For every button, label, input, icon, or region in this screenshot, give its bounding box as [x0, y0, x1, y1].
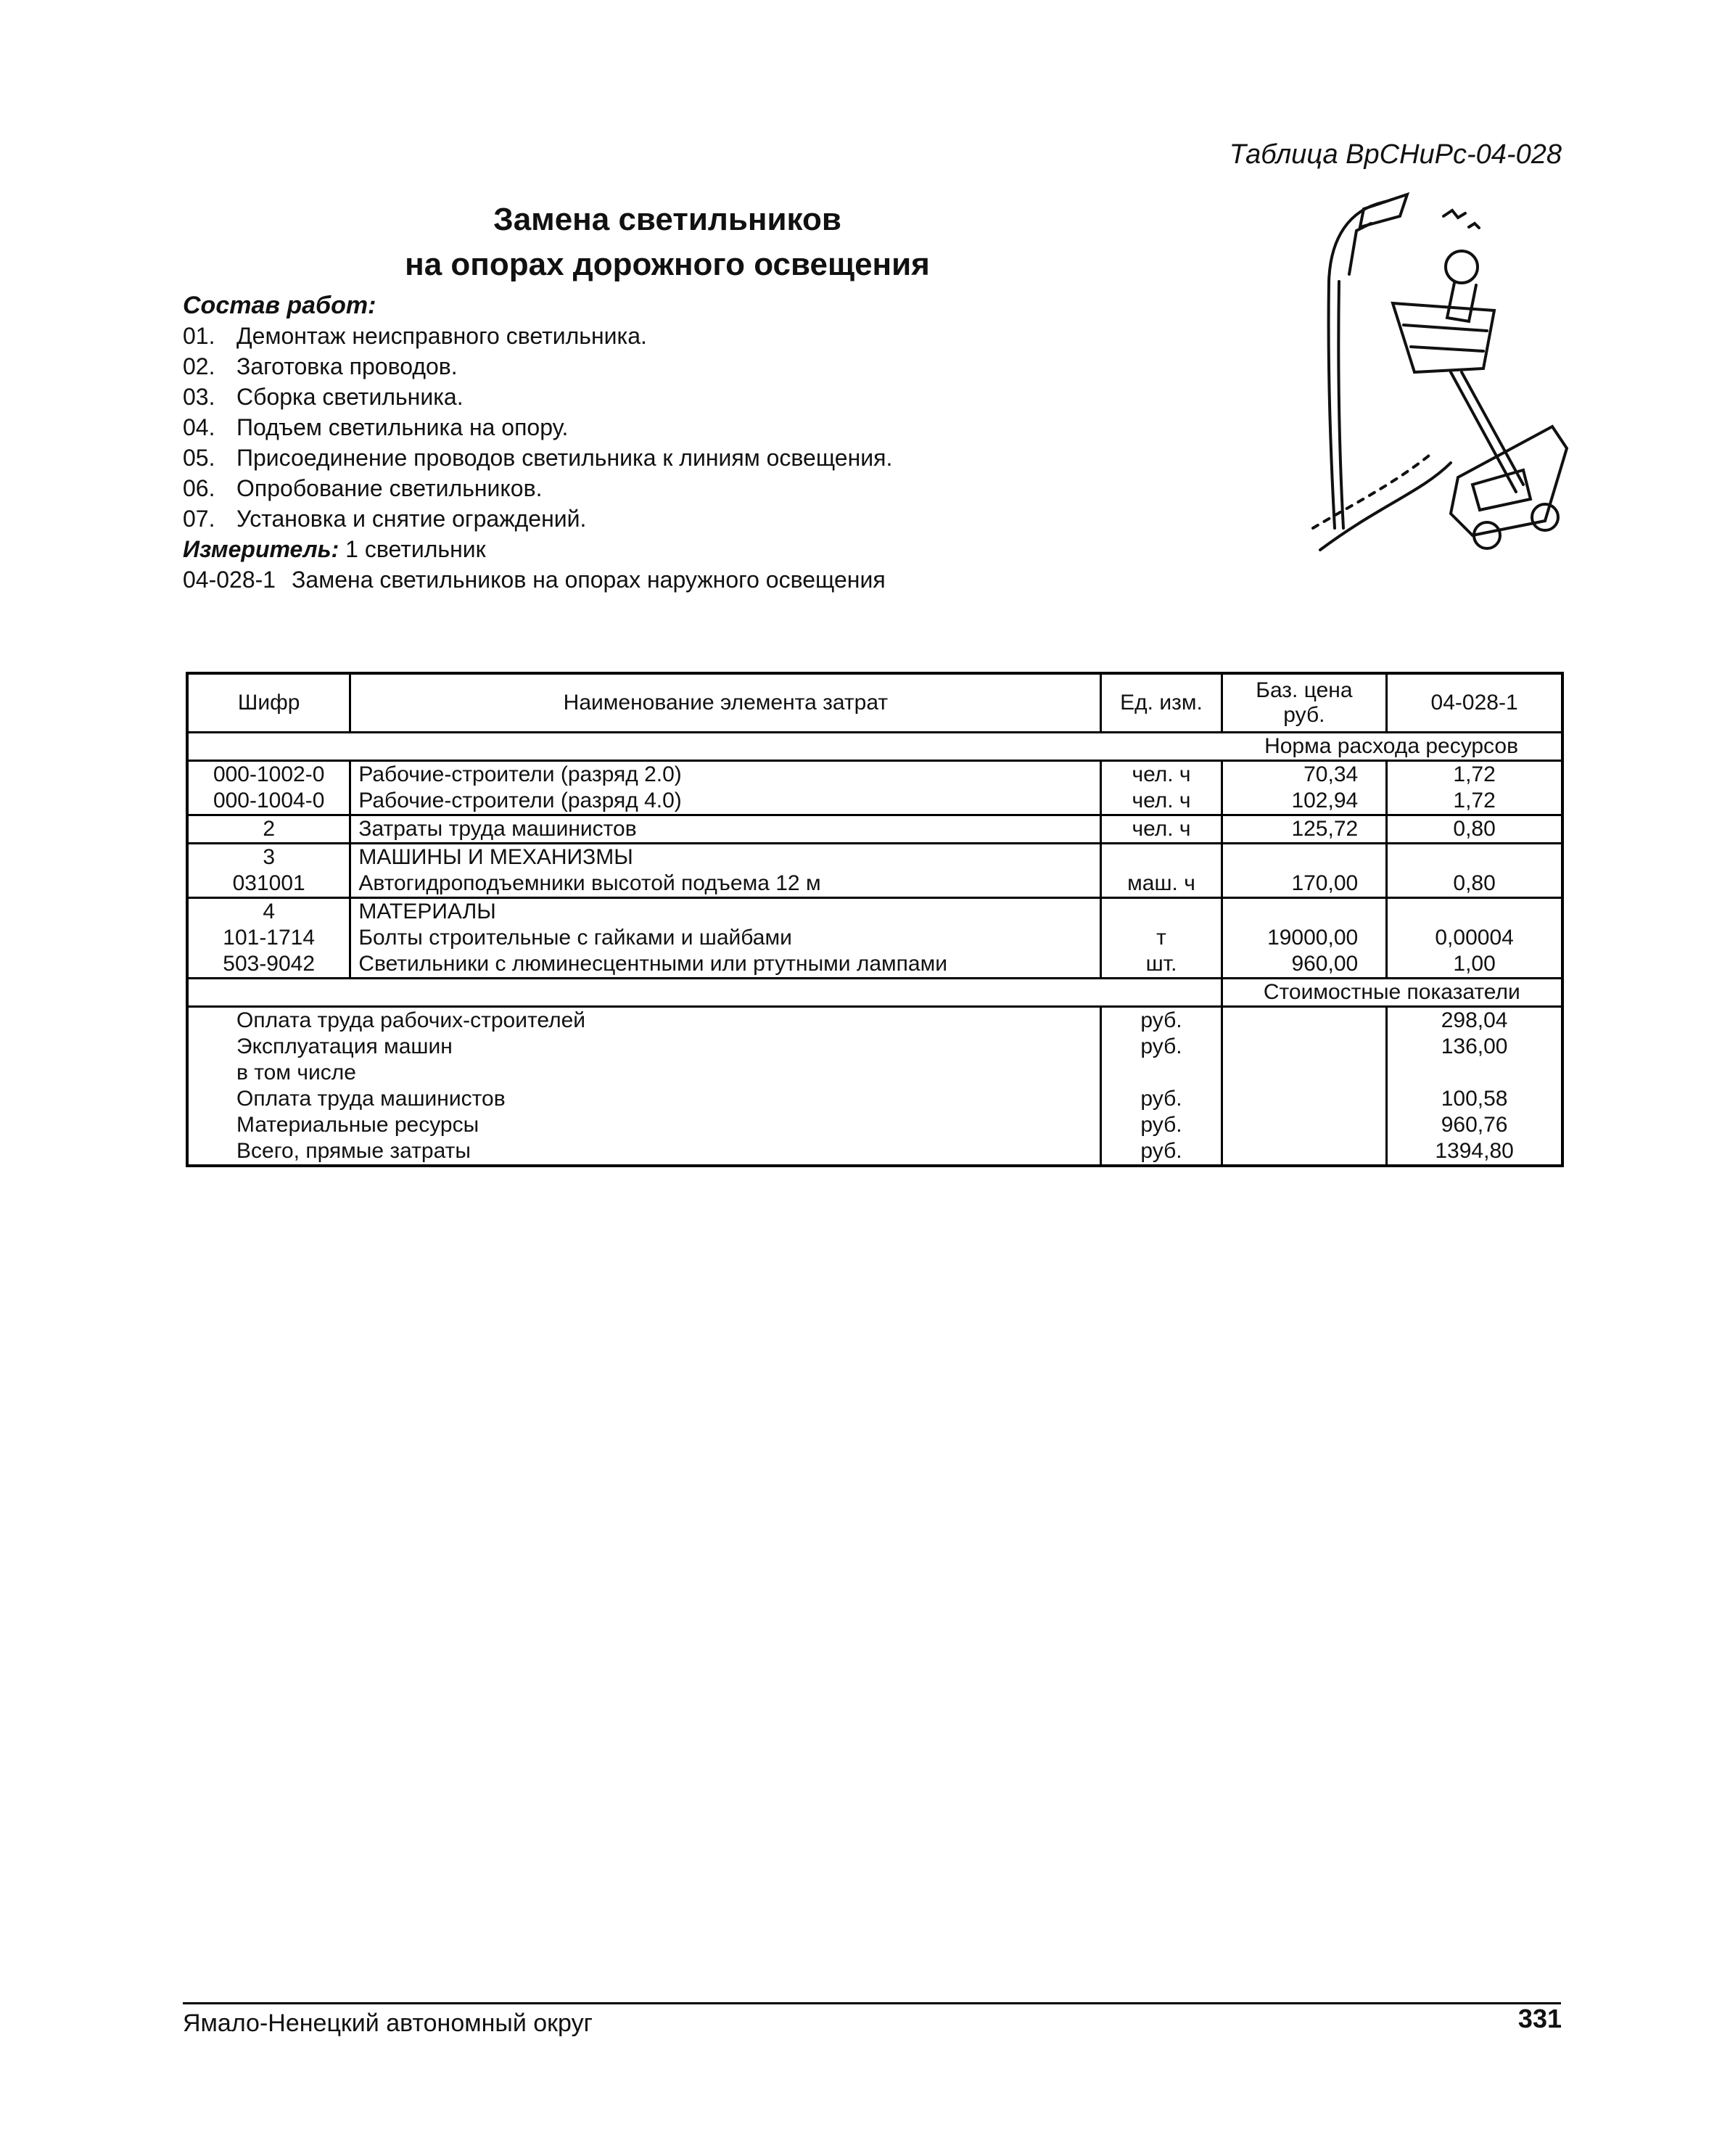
cell-norm: 0,80	[1387, 871, 1562, 898]
cost-name: Всего, прямые затраты	[236, 1139, 471, 1163]
work-item-number: 07.	[183, 506, 215, 532]
work-item-number: 03.	[183, 384, 215, 410]
cost-unit: руб.	[1101, 1034, 1222, 1060]
section-row-costs	[187, 979, 1562, 1007]
work-item	[183, 503, 892, 534]
work-item-number: 01.	[183, 323, 215, 349]
work-composition-heading: Состав работ:	[183, 292, 376, 319]
table-row	[187, 951, 1562, 979]
cost-row	[187, 1112, 1562, 1138]
cost-unit: руб.	[1101, 1086, 1222, 1112]
cost-name: Оплата труда рабочих-строителей	[236, 1008, 586, 1032]
header-name: Наименование элемента затрат	[350, 673, 1101, 733]
title-line-2: на опорах дорожного освещения	[405, 247, 930, 282]
page-title	[290, 197, 1045, 287]
cost-value: 100,58	[1387, 1086, 1562, 1112]
cost-name: Материальные ресурсы	[236, 1113, 479, 1137]
cell-code: 000-1004-0	[213, 789, 325, 812]
cost-row	[187, 1060, 1562, 1086]
cell-code: 3	[187, 844, 350, 871]
cell-price: 19000,00	[1222, 925, 1387, 951]
work-item-text: Демонтаж неисправного светильника.	[236, 323, 647, 349]
cost-row	[187, 1086, 1562, 1112]
cell-norm: 1,72	[1387, 761, 1562, 789]
cell-unit: чел. ч	[1101, 761, 1222, 789]
cell-code: 2	[187, 815, 350, 844]
section-row-resources	[187, 733, 1562, 761]
header-norm: 04-028-1	[1387, 673, 1562, 733]
cell-unit: т	[1101, 925, 1222, 951]
work-item-text: Сборка светильника.	[236, 384, 464, 410]
cost-name: в том числе	[236, 1061, 356, 1085]
header-price-line-2: руб.	[1283, 703, 1325, 727]
cell-unit: шт.	[1101, 951, 1222, 979]
cell-code: 503-9042	[223, 952, 316, 976]
work-item	[183, 351, 892, 382]
work-item-text: Установка и снятие ограждений.	[236, 506, 587, 532]
table-row	[187, 925, 1562, 951]
header-unit: Ед. изм.	[1101, 673, 1222, 733]
cell-name: Рабочие-строители (разряд 4.0)	[350, 788, 1101, 815]
cell-price: 170,00	[1222, 871, 1387, 898]
work-item	[183, 382, 892, 412]
table-row-group-heading	[187, 898, 1562, 926]
cost-name: Эксплуатация машин	[236, 1034, 453, 1058]
measure-label: Измеритель:	[183, 536, 339, 562]
work-item	[183, 321, 892, 351]
work-item-number: 02.	[183, 353, 215, 379]
table-row	[187, 761, 1562, 789]
work-item-text: Присоединение проводов светильника к линиям освещения.	[236, 445, 893, 471]
work-item	[183, 412, 892, 443]
cost-row	[187, 1007, 1562, 1034]
work-description	[183, 290, 892, 595]
cell-price: 102,94	[1222, 788, 1387, 815]
street-light-truck-illustration	[1306, 187, 1574, 557]
cell-code: 4	[187, 898, 350, 926]
cell-unit: чел. ч	[1101, 815, 1222, 844]
cost-value: 136,00	[1387, 1034, 1562, 1060]
cell-name: Болты строительные с гайками и шайбами	[350, 925, 1101, 951]
cell-code: 101-1714	[223, 926, 316, 950]
cost-value: 1394,80	[1387, 1138, 1562, 1166]
work-item-text: Подъем светильника на опору.	[236, 414, 569, 440]
work-item-number: 04.	[183, 414, 215, 440]
norm-code-text: Замена светильников на опорах наружного освещения	[292, 567, 886, 593]
header-code: Шифр	[187, 673, 350, 733]
cell-name: Затраты труда машинистов	[350, 815, 1101, 844]
cost-unit: руб.	[1101, 1007, 1222, 1034]
table-row	[187, 788, 1562, 815]
cell-norm: 1,72	[1387, 788, 1562, 815]
cell-unit: чел. ч	[1101, 788, 1222, 815]
work-list	[183, 321, 892, 534]
table-header-row	[187, 673, 1562, 733]
cell-price: 70,34	[1222, 761, 1387, 789]
cell-name: МАШИНЫ И МЕХАНИЗМЫ	[350, 844, 1101, 871]
footer-divider	[183, 2002, 1561, 2004]
table-row-group-heading	[187, 844, 1562, 871]
work-item-number: 05.	[183, 445, 215, 471]
cell-name: Рабочие-строители (разряд 2.0)	[350, 761, 1101, 789]
norm-code: 04-028-1	[183, 567, 276, 593]
cell-code: 000-1002-0	[213, 762, 325, 786]
norm-code-line	[183, 564, 892, 595]
work-item	[183, 473, 892, 503]
title-line-1: Замена светильников	[493, 202, 841, 237]
section-label-costs: Стоимостные показатели	[1222, 979, 1562, 1007]
cell-price: 960,00	[1222, 951, 1387, 979]
work-item-text: Заготовка проводов.	[236, 353, 458, 379]
cell-name: МАТЕРИАЛЫ	[350, 898, 1101, 926]
page-number: 331	[1517, 2004, 1562, 2033]
cost-row	[187, 1034, 1562, 1060]
header-price	[1222, 673, 1387, 733]
cell-name: Автогидроподъемники высотой подъема 12 м	[350, 871, 1101, 898]
cost-value: 298,04	[1387, 1007, 1562, 1034]
work-item	[183, 443, 892, 473]
measure-line	[183, 534, 892, 564]
measure-value: 1 светильник	[345, 536, 486, 562]
cell-price: 125,72	[1222, 815, 1387, 844]
cell-norm: 0,80	[1387, 815, 1562, 844]
cost-value: 960,76	[1387, 1112, 1562, 1138]
footer-region: Ямало-Ненецкий автономный округ	[183, 2009, 593, 2037]
cell-norm: 1,00	[1387, 951, 1562, 979]
cell-code: 031001	[232, 871, 305, 895]
cell-norm: 0,00004	[1387, 925, 1562, 951]
table-row	[187, 815, 1562, 844]
cost-unit: руб.	[1101, 1138, 1222, 1166]
table-reference: Таблица ВрСНиРс-04-028	[1229, 139, 1562, 170]
work-item-text: Опробование светильников.	[236, 475, 543, 501]
table-row	[187, 871, 1562, 898]
cost-table	[186, 672, 1564, 1167]
cell-unit: маш. ч	[1101, 871, 1222, 898]
cost-name: Оплата труда машинистов	[236, 1087, 506, 1111]
section-label-resources: Норма расхода ресурсов	[1222, 733, 1562, 761]
header-price-line-1: Баз. цена	[1256, 678, 1353, 702]
cell-name: Светильники с люминесцентными или ртутными лампами	[350, 951, 1101, 979]
work-item-number: 06.	[183, 475, 215, 501]
cost-unit: руб.	[1101, 1112, 1222, 1138]
cost-row-total	[187, 1138, 1562, 1166]
